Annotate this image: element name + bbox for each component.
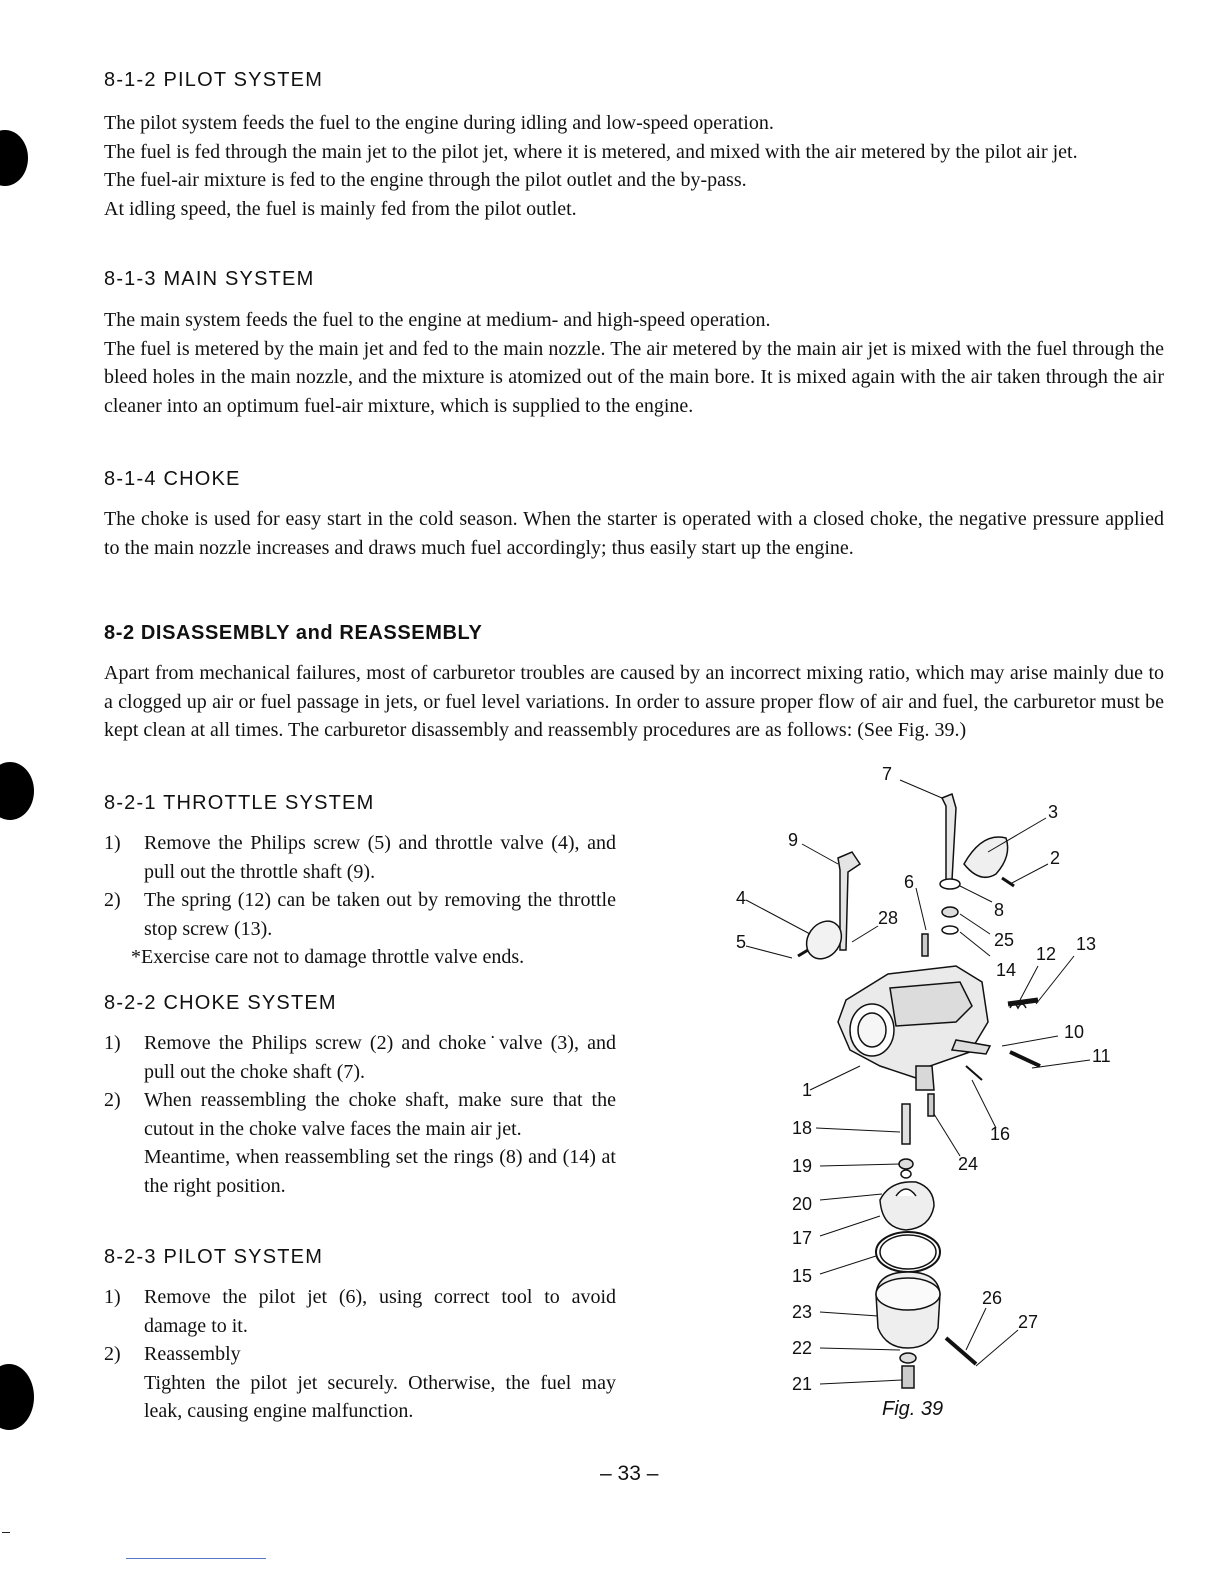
- callout-16: 16: [990, 1124, 1011, 1144]
- figure-caption: Fig. 39: [882, 1398, 944, 1420]
- throttle-steps: [104, 829, 616, 972]
- step-text: Remove the pilot jet (6), using correct tool to avoid damage to it.: [144, 1286, 616, 1337]
- callout-5: 5: [736, 932, 747, 952]
- disassembly-text: [104, 659, 1164, 745]
- heading-disassembly: 8-2 DISASSEMBLY and REASSEMBLY: [104, 622, 483, 644]
- paragraph: The fuel is metered by the main jet and fed to the main nozzle. The air metered by the main air jet is mixed with the fuel through the bleed holes in the main nozzle, and the mixture is atomized out of the main bore. It is mixed again with the air taken through the air cleaner into an optimum fuel-air mixture, which is supplied to the engine.: [104, 337, 1164, 417]
- step-text: When reassembling the choke shaft, make sure that the cutout in the choke valve faces the main air jet.: [144, 1089, 616, 1140]
- choke-text: [104, 505, 1164, 562]
- step-continuation: Tighten the pilot jet securely. Otherwise, the fuel may leak, causing engine malfunction.: [144, 1371, 616, 1422]
- callout-4: 4: [736, 888, 747, 908]
- ring-8: [940, 879, 960, 889]
- callout-13: 13: [1076, 934, 1097, 954]
- heading-pilot-system-2: 8-2-3 PILOT SYSTEM: [104, 1246, 324, 1268]
- binder-hole-2: [0, 762, 34, 820]
- step-number: 1): [104, 1032, 121, 1054]
- choke-screw: [1002, 878, 1014, 886]
- throttle-screw: [798, 950, 808, 956]
- callout-6: 6: [904, 872, 915, 892]
- float-pin: [966, 1066, 982, 1080]
- callout-14: 14: [996, 960, 1017, 980]
- needle-valve: [928, 1094, 934, 1116]
- paragraph: The fuel-air mixture is fed to the engine through the pilot outlet and the by-pass.: [104, 169, 747, 191]
- list-item: [104, 1283, 616, 1340]
- callout-23: 23: [792, 1302, 813, 1322]
- callout-12: 12: [1036, 944, 1057, 964]
- list-item: [104, 1340, 616, 1369]
- heading-choke-system: 8-2-2 CHOKE SYSTEM: [104, 992, 337, 1014]
- callout-7: 7: [882, 764, 893, 784]
- step-text: Reassembly: [144, 1343, 241, 1365]
- step-text: Remove the Philips screw (2) and choke˙valve (3), and pull out the choke shaft (7).: [144, 1032, 616, 1083]
- step-number: 2): [104, 1343, 121, 1365]
- float-chamber-gasket: [876, 1232, 940, 1272]
- step-number: 1): [104, 1286, 121, 1308]
- paragraph: The main system feeds the fuel to the engine at medium- and high-speed operation.: [104, 309, 771, 331]
- heading-choke: 8-1-4 CHOKE: [104, 468, 241, 490]
- choke-valve: [964, 837, 1008, 877]
- paragraph: Apart from mechanical failures, most of carburetor troubles are caused by an incorrect mixing ratio, which may arise mainly due to a clogged up air or fuel passage in jets, or fuel level variations. In order to assure proper flow of air and fuel, the carburetor must be kept clean at all times. The carburetor disassembly and reassembly procedures are as follows: (See Fig. 39.): [104, 662, 1164, 741]
- note: *Exercise care not to damage throttle valve ends.: [131, 946, 525, 968]
- main-nozzle: [902, 1104, 910, 1144]
- float-chamber-bolt: [902, 1366, 914, 1388]
- callout-8: 8: [994, 900, 1005, 920]
- callout-24: 24: [958, 1154, 979, 1174]
- callout-17: 17: [792, 1228, 813, 1248]
- callout-10: 10: [1064, 1022, 1085, 1042]
- callout-15: 15: [792, 1266, 813, 1286]
- callout-11: 11: [1092, 1046, 1111, 1066]
- pilot-steps: [104, 1283, 616, 1426]
- step-number: 2): [104, 1089, 121, 1111]
- paragraph: At idling speed, the fuel is mainly fed from the pilot outlet.: [104, 197, 577, 220]
- callout-25: 25: [994, 930, 1015, 950]
- callout-2: 2: [1050, 848, 1061, 868]
- callout-3: 3: [1048, 802, 1059, 822]
- float-chamber-washer: [900, 1353, 916, 1363]
- binder-hole-1: [0, 130, 28, 186]
- binder-hole-3: [0, 1364, 34, 1430]
- choke-steps: [104, 1029, 616, 1200]
- step-text: Remove the Philips screw (5) and throttle valve (4), and pull out the throttle shaft (9).: [144, 832, 616, 883]
- choke-shaft: [942, 794, 956, 880]
- callout-28: 28: [878, 908, 899, 928]
- drain-screw: [946, 1338, 976, 1364]
- carburetor-exploded-diagram: [720, 760, 1140, 1440]
- callout-26: 26: [982, 1288, 1003, 1308]
- list-item: [104, 886, 616, 943]
- callout-22: 22: [792, 1338, 813, 1358]
- callout-9: 9: [788, 830, 799, 850]
- list-item: [104, 1086, 616, 1143]
- step-number: 2): [104, 889, 121, 911]
- heading-main-system: 8-1-3 MAIN SYSTEM: [104, 268, 315, 290]
- footer-rule: [126, 1558, 266, 1559]
- paragraph: The fuel is fed through the main jet to the pilot jet, where it is metered, and mixed with the air metered by the pilot air jet.: [104, 140, 1078, 163]
- step-text: The spring (12) can be taken out by removing the throttle stop screw (13).: [144, 889, 616, 940]
- paragraph: The choke is used for easy start in the cold season. When the starter is operated with a closed choke, the negative pressure applied to the main nozzle increases and draws much fuel accordingly; thus easily start up the engine.: [104, 508, 1164, 559]
- throttle-stop-screw: [1008, 1000, 1038, 1004]
- pilot-jet: [922, 934, 928, 956]
- ring-14: [942, 926, 958, 934]
- callout-21: 21: [792, 1374, 813, 1394]
- pilot-system-text: [104, 109, 1164, 223]
- callout-18: 18: [792, 1118, 813, 1138]
- paragraph: The pilot system feeds the fuel to the engine during idling and low-speed operation.: [104, 112, 774, 134]
- list-item: [104, 829, 616, 886]
- step-number: 1): [104, 832, 121, 854]
- heading-throttle-system: 8-2-1 THROTTLE SYSTEM: [104, 792, 375, 814]
- ring-25: [942, 907, 958, 917]
- margin-mark: [2, 1532, 10, 1533]
- callout-20: 20: [792, 1194, 813, 1214]
- heading-pilot-system: 8-1-2 PILOT SYSTEM: [104, 69, 324, 91]
- callout-27: 27: [1018, 1312, 1039, 1332]
- callout-19: 19: [792, 1156, 813, 1176]
- list-item: [104, 1029, 616, 1086]
- pilot-screw: [1010, 1052, 1040, 1066]
- step-continuation: Meantime, when reassembling set the rings (8) and (14) at the right position.: [144, 1146, 616, 1197]
- callout-1: 1: [802, 1080, 813, 1100]
- main-jet: [899, 1159, 913, 1169]
- page-number: – 33 –: [600, 1462, 659, 1485]
- main-system-text: [104, 306, 1164, 420]
- diagram-svg: [720, 760, 1140, 1440]
